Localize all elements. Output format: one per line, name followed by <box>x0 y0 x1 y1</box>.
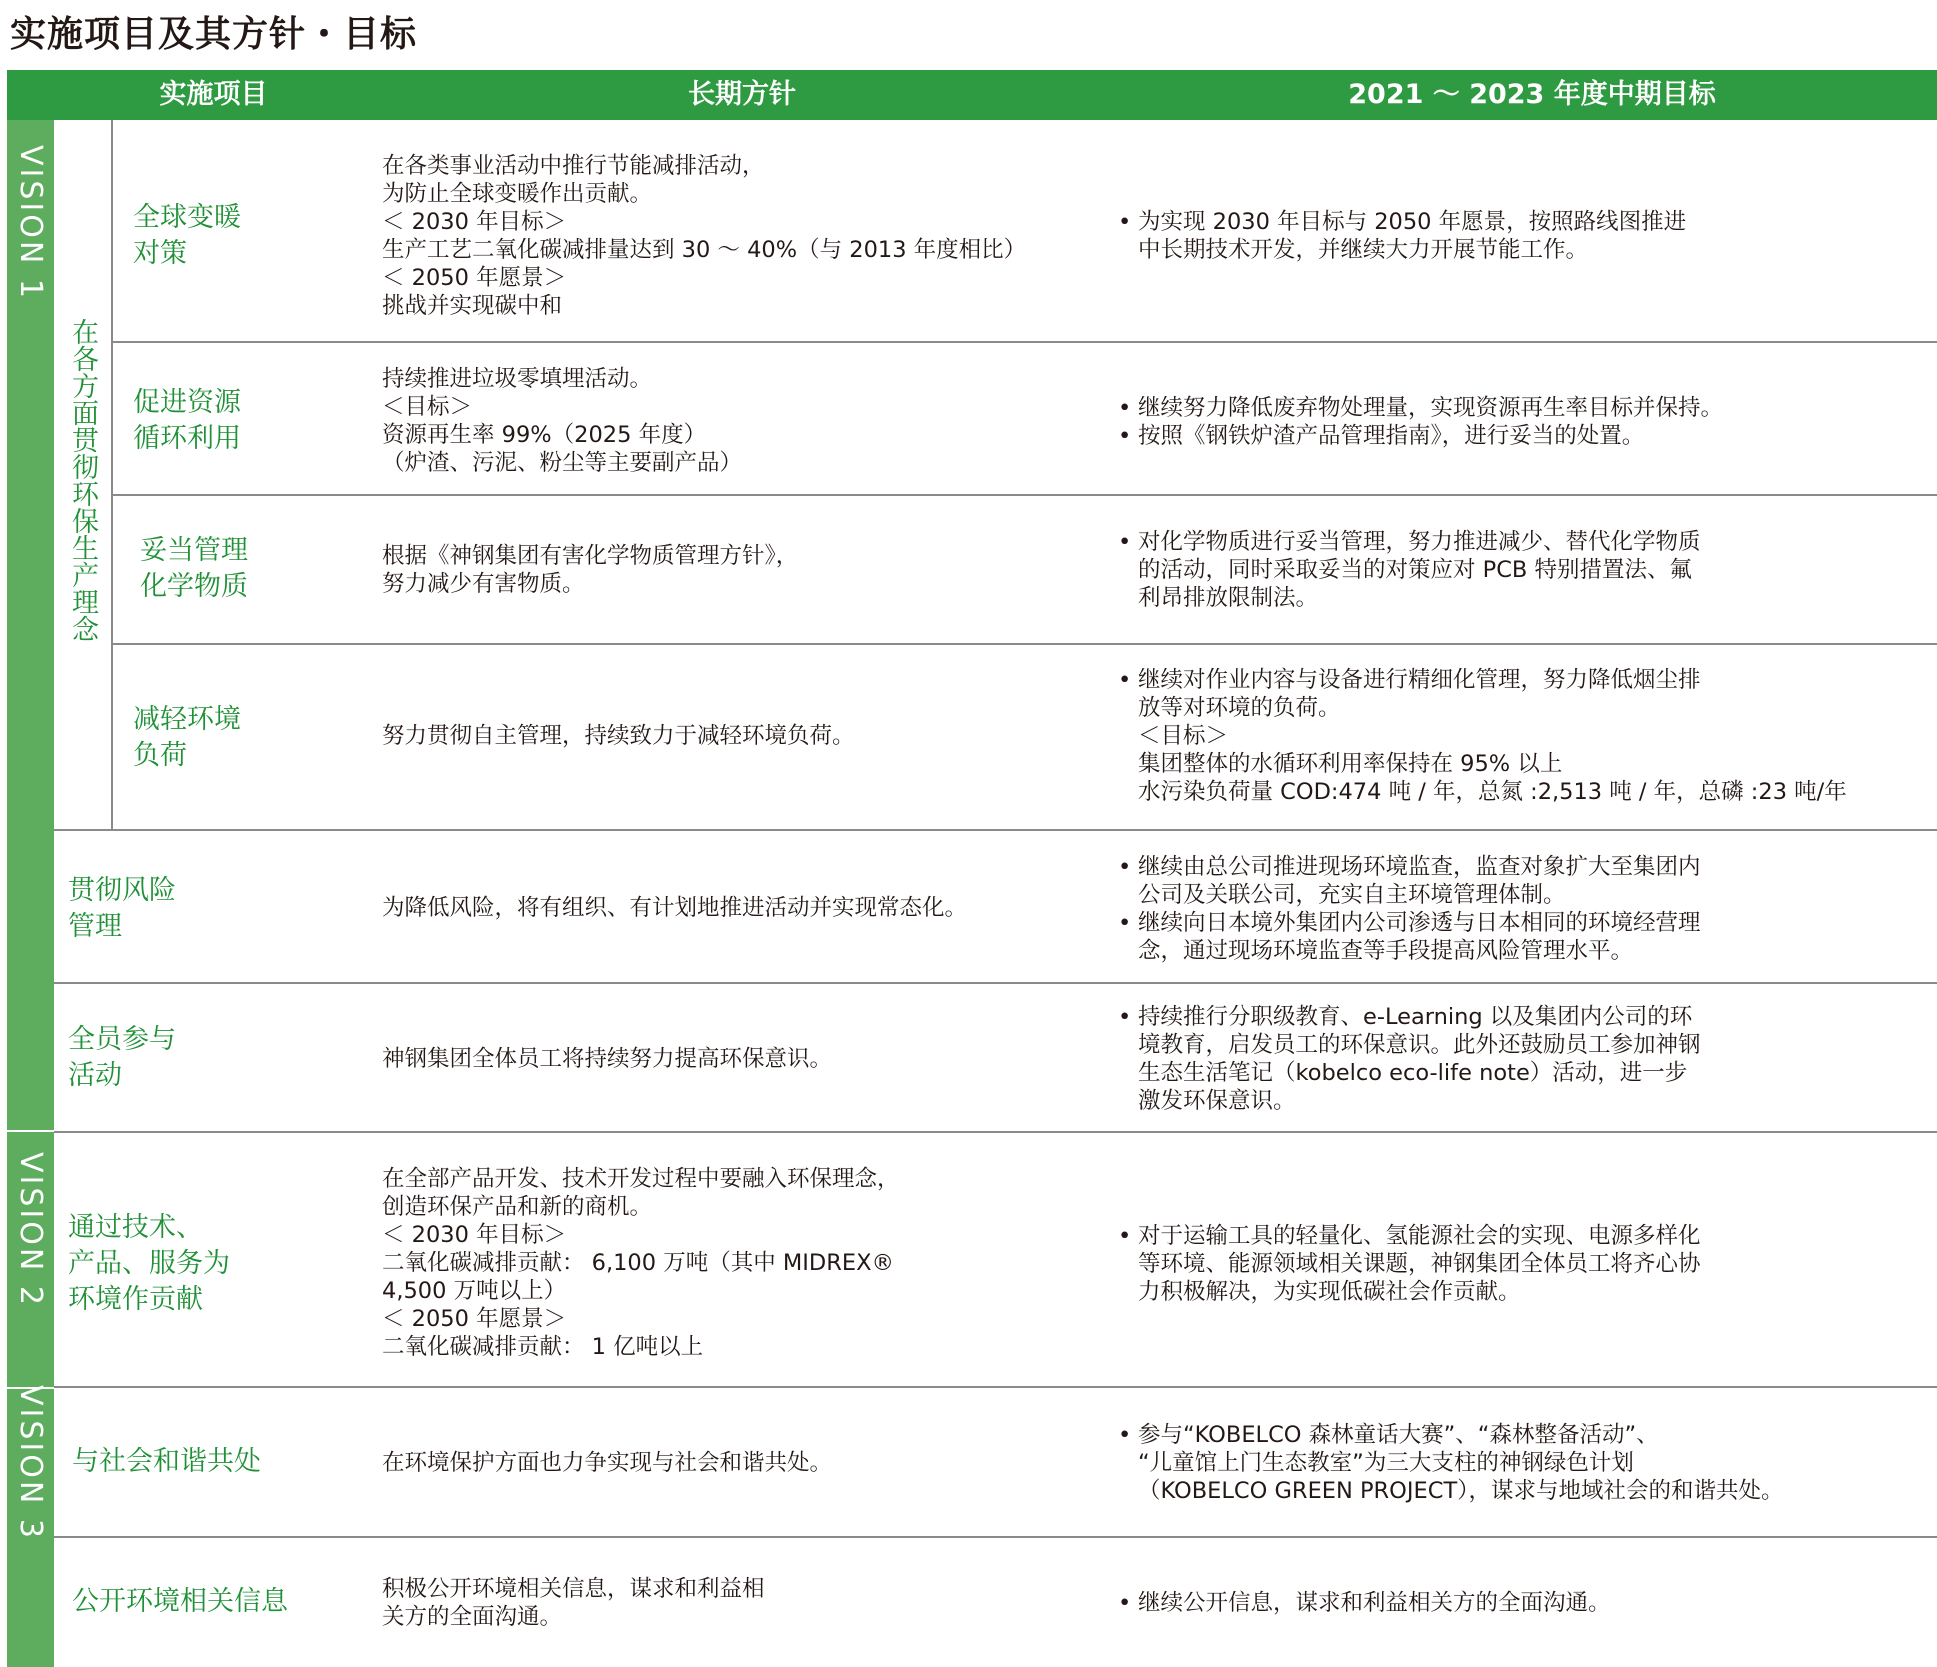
target-bullet <box>1118 853 1701 909</box>
target-text: 继续公开信息，谋求和利益相关方的全面沟通。 <box>1138 1590 1611 1616</box>
policy-information-disclosure: 积极公开环境相关信息，谋求和利益相 关方的全面沟通。 <box>382 1576 765 1630</box>
header-target: 2021 ～ 2023 年度中期目标 <box>1348 79 1716 110</box>
bullet-dot: • <box>1118 854 1132 880</box>
target-text: 对于运输工具的轻量化、氢能源社会的实现、电源多样化 等环境、能源领域相关课题，神钢集团全体员工将齐心协 力积极解决，为实现低碳社会作贡献。 <box>1138 1223 1701 1305</box>
bullet-dot: • <box>1118 395 1132 421</box>
target-social-harmony <box>1118 1421 1783 1505</box>
policy-resource-recycling: 持续推进垃圾零填埋活动。 ＜目标＞ 资源再生率 99%（2025 年度） （炉渣、污泥、粉尘等主要副产品） <box>382 366 743 476</box>
row-divider <box>111 643 1937 645</box>
bullet-dot: • <box>1118 1422 1132 1448</box>
bullet-dot: • <box>1118 423 1132 449</box>
target-text: 继续对作业内容与设备进行精细化管理，努力降低烟尘排 放等对环境的负荷。 ＜目标＞ 集团整体的水循环利用率保持在 95% 以上 水污染负荷量 COD:474 吨 / 年，总氮 :2,513 吨 / 年，总磷 :23 吨/年 <box>1138 667 1847 805</box>
target-text: 继续向日本境外集团内公司渗透与日本相同的环境经营理 念，通过现场环境监查等手段提高风险管理水平。 <box>1138 910 1701 964</box>
item-line: 活动 <box>68 1060 122 1091</box>
target-text: 按照《钢铁炉渣产品管理指南》，进行妥当的处置。 <box>1138 423 1645 449</box>
policy-risk-management: 为降低风险，将有组织、有计划地推进活动并实现常态化。 <box>382 895 968 921</box>
item-line: 妥当管理 <box>140 535 248 566</box>
target-bullet <box>1118 666 1847 806</box>
row-divider <box>111 494 1937 496</box>
policy-technology-contribution: 在全部产品开发、技术开发过程中要融入环保理念， 创造环保产品和新的商机。 ＜ 2030 年目标＞ 二氧化碳减排贡献： 6,100 万吨（其中 MIDREX® 4,500 万吨以上） ＜ 2050 年愿景＞ 二氧化碳减排贡献： 1 亿吨以上 <box>382 1166 900 1360</box>
target-bullet <box>1118 208 1686 264</box>
row-divider <box>54 982 1937 984</box>
item-line: 与社会和谐共处 <box>72 1446 261 1477</box>
bullet-dot: • <box>1118 1590 1132 1616</box>
item-line: 化学物质 <box>140 571 248 602</box>
concept-text: 在各方面贯彻环保生产理念 <box>67 318 98 642</box>
target-technology-contribution <box>1118 1222 1701 1306</box>
concept-divider <box>111 120 113 830</box>
target-risk-management <box>1118 853 1701 965</box>
item-line: 公开环境相关信息 <box>72 1586 288 1617</box>
target-bullet <box>1118 1421 1783 1505</box>
concept-label <box>54 120 111 830</box>
item-chemical-management <box>140 533 248 605</box>
target-global-warming <box>1118 208 1686 264</box>
target-bullet <box>1118 422 1723 450</box>
row-divider <box>54 1536 1937 1538</box>
target-bullet <box>1118 1222 1701 1306</box>
header-policy: 长期方针 <box>688 79 796 110</box>
vision-1-label: VISION 1 <box>13 145 48 301</box>
item-global-warming <box>133 200 241 272</box>
target-bullet <box>1118 1003 1701 1115</box>
bullet-dot: • <box>1118 667 1132 693</box>
row-divider <box>111 341 1937 343</box>
item-line: 贯彻风险 <box>68 875 176 906</box>
target-bullet <box>1118 909 1701 965</box>
row-divider <box>54 829 1937 831</box>
policy-social-harmony: 在环境保护方面也力争实现与社会和谐共处。 <box>382 1450 833 1476</box>
target-bullet <box>1118 394 1723 422</box>
item-all-employee-participation <box>68 1022 176 1094</box>
table-header <box>7 70 1937 120</box>
target-chemical-management <box>1118 528 1701 612</box>
policy-global-warming: 在各类事业活动中推行节能减排活动， 为防止全球变暖作出贡献。 ＜ 2030 年目标＞ 生产工艺二氧化碳减排量达到 30 ～ 40%（与 2013 年度相比） ＜ 2050 年愿景＞ 挑战并实现碳中和 <box>382 153 1027 319</box>
policy-chemical-management: 根据《神钢集团有害化学物质管理方针》， 努力减少有害物质。 <box>382 543 799 597</box>
item-social-harmony <box>72 1444 261 1480</box>
target-text: 参与“KOBELCO 森林童话大赛”、“森林整备活动”、 “儿童馆上门生态教室”为三大支柱的神钢绿色计划 （KOBELCO GREEN PROJECT），谋求与地域社会的和谐共处。 <box>1138 1422 1784 1504</box>
target-text: 持续推行分职级教育、e-Learning 以及集团内公司的环 境教育，启发员工的环保意识。此外还鼓励员工参加神钢 生态生活笔记（kobelco eco-life note）活动，进一步 激发环保意识。 <box>1138 1004 1701 1114</box>
item-line: 循环利用 <box>133 423 241 454</box>
target-all-employee-participation <box>1118 1003 1701 1115</box>
row-divider <box>54 1131 1937 1133</box>
bullet-dot: • <box>1118 1004 1132 1030</box>
item-technology-contribution <box>68 1210 230 1318</box>
target-information-disclosure <box>1118 1589 1611 1617</box>
item-line: 负荷 <box>133 740 187 771</box>
item-line: 促进资源 <box>133 387 241 418</box>
item-line: 减轻环境 <box>133 704 241 735</box>
row-divider <box>54 1386 1937 1388</box>
item-line: 全球变暖 <box>133 202 241 233</box>
page-title: 实施项目及其方针・目标 <box>10 14 418 55</box>
item-line: 对策 <box>133 238 187 269</box>
bullet-dot: • <box>1118 910 1132 936</box>
target-bullet <box>1118 1589 1611 1617</box>
target-environmental-load <box>1118 666 1847 806</box>
target-bullet <box>1118 528 1701 612</box>
policy-environmental-load: 努力贯彻自主管理，持续致力于减轻环境负荷。 <box>382 723 855 749</box>
item-line: 通过技术、 <box>68 1212 203 1243</box>
policy-all-employee-participation: 神钢集团全体员工将持续努力提高环保意识。 <box>382 1046 833 1072</box>
item-line: 产品、服务为 <box>68 1248 230 1279</box>
target-text: 继续由总公司推进现场环境监查，监查对象扩大至集团内 公司及关联公司，充实自主环境管理体制。 <box>1138 854 1701 908</box>
item-line: 管理 <box>68 911 122 942</box>
item-information-disclosure <box>72 1584 288 1620</box>
item-risk-management <box>68 873 176 945</box>
vision-2-label: VISION 2 <box>13 1152 48 1308</box>
item-resource-recycling <box>133 385 241 457</box>
target-resource-recycling <box>1118 394 1723 450</box>
bullet-dot: • <box>1118 1223 1132 1249</box>
header-item: 实施项目 <box>159 79 268 110</box>
vision-3-label: VISION 3 <box>13 1385 48 1541</box>
target-text: 对化学物质进行妥当管理，努力推进减少、替代化学物质 的活动，同时采取妥当的对策应对 PCB 特别措置法、氟 利昂排放限制法。 <box>1138 529 1701 611</box>
item-environmental-load <box>133 702 241 774</box>
target-text: 继续努力降低废弃物处理量，实现资源再生率目标并保持。 <box>1138 395 1724 421</box>
bullet-dot: • <box>1118 529 1132 555</box>
target-text: 为实现 2030 年目标与 2050 年愿景，按照路线图推进 中长期技术开发，并继续大力开展节能工作。 <box>1138 209 1687 263</box>
bullet-dot: • <box>1118 209 1132 235</box>
item-line: 环境作贡献 <box>68 1284 203 1315</box>
item-line: 全员参与 <box>68 1024 176 1055</box>
